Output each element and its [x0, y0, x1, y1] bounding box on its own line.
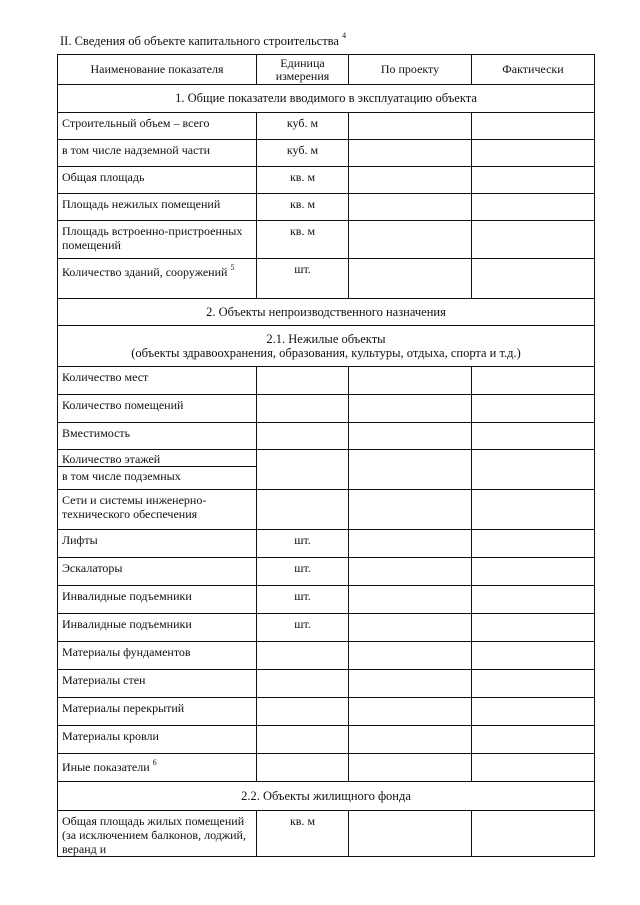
row-label: Вместимость — [58, 423, 257, 450]
table-row — [58, 614, 595, 642]
row-label: Эскалаторы — [58, 558, 257, 586]
row-unit — [257, 726, 349, 754]
column-header-unit: Единица измерения — [257, 55, 349, 85]
row-label: Материалы кровли — [58, 726, 257, 754]
table-row — [58, 698, 595, 726]
row-label-text: Иные показатели — [62, 760, 150, 774]
section-2-1-subtitle: (объекты здравоохранения, образования, культуры, отдыха, спорта и т.д.) — [131, 346, 521, 360]
section-1-title: 1. Общие показатели вводимого в эксплуатацию объекта — [58, 85, 595, 113]
project-value-cell[interactable] — [349, 423, 472, 450]
actual-value-cell[interactable] — [472, 221, 595, 259]
project-value-cell[interactable] — [349, 259, 472, 299]
actual-value-cell[interactable] — [472, 450, 595, 490]
row-label — [58, 259, 257, 299]
table-row — [58, 423, 595, 450]
project-value-cell[interactable] — [349, 167, 472, 194]
row-unit — [257, 490, 349, 530]
row-unit: шт. — [257, 530, 349, 558]
row-unit — [257, 367, 349, 395]
project-value-cell[interactable] — [349, 614, 472, 642]
column-header-project: По проекту — [349, 55, 472, 85]
project-value-cell[interactable] — [349, 642, 472, 670]
row-label-text: Количество зданий, сооружений — [62, 265, 228, 279]
project-value-cell[interactable] — [349, 140, 472, 167]
row-label-split — [58, 450, 257, 490]
section-row — [58, 85, 595, 113]
row-unit: кв. м — [257, 194, 349, 221]
row-unit — [257, 698, 349, 726]
row-label: Сети и системы инженерно-технического обеспечения — [58, 490, 257, 530]
section-row — [58, 782, 595, 811]
row-unit: куб. м — [257, 113, 349, 140]
row-unit — [257, 395, 349, 423]
actual-value-cell[interactable] — [472, 614, 595, 642]
project-value-cell[interactable] — [349, 698, 472, 726]
actual-value-cell[interactable] — [472, 259, 595, 299]
row-unit: кв. м — [257, 167, 349, 194]
table-row — [58, 670, 595, 698]
row-unit: шт. — [257, 614, 349, 642]
table-row — [58, 113, 595, 140]
row-label — [58, 754, 257, 782]
project-value-cell[interactable] — [349, 754, 472, 782]
project-value-cell[interactable] — [349, 194, 472, 221]
section-row — [58, 326, 595, 367]
row-label: Инвалидные подъемники — [58, 614, 257, 642]
row-label: Общая площадь жилых помещений (за исключением балконов, лоджий, веранд и — [58, 811, 257, 857]
section-2-2-title: 2.2. Объекты жилищного фонда — [58, 782, 595, 811]
table-row — [58, 586, 595, 614]
actual-value-cell[interactable] — [472, 754, 595, 782]
row-unit — [257, 642, 349, 670]
project-value-cell[interactable] — [349, 670, 472, 698]
row-unit: куб. м — [257, 140, 349, 167]
row-label: Материалы стен — [58, 670, 257, 698]
row-label: Количество помещений — [58, 395, 257, 423]
actual-value-cell[interactable] — [472, 642, 595, 670]
column-header-actual: Фактически — [472, 55, 595, 85]
row-unit: шт. — [257, 259, 349, 299]
row-footnote: 5 — [230, 263, 235, 272]
table-row — [58, 558, 595, 586]
row-label: Строительный объем – всего — [58, 113, 257, 140]
actual-value-cell[interactable] — [472, 167, 595, 194]
row-label: в том числе надземной части — [58, 140, 257, 167]
row-footnote: 6 — [152, 758, 157, 767]
row-unit — [257, 754, 349, 782]
actual-value-cell[interactable] — [472, 395, 595, 423]
table-row — [58, 530, 595, 558]
actual-value-cell[interactable] — [472, 423, 595, 450]
actual-value-cell[interactable] — [472, 140, 595, 167]
row-label: Лифты — [58, 530, 257, 558]
table-row — [58, 754, 595, 782]
table-row — [58, 140, 595, 167]
section-2-title: 2. Объекты непроизводственного назначения — [58, 299, 595, 326]
project-value-cell[interactable] — [349, 490, 472, 530]
row-label: Количество этажей — [58, 450, 256, 467]
actual-value-cell[interactable] — [472, 530, 595, 558]
section-row — [58, 299, 595, 326]
heading-footnote: 4 — [342, 31, 347, 40]
row-label: Количество мест — [58, 367, 257, 395]
project-value-cell[interactable] — [349, 586, 472, 614]
row-unit — [257, 450, 349, 490]
project-value-cell[interactable] — [349, 367, 472, 395]
row-unit: кв. м — [257, 811, 349, 857]
row-unit — [257, 423, 349, 450]
actual-value-cell[interactable] — [472, 558, 595, 586]
row-label: Инвалидные подъемники — [58, 586, 257, 614]
section-2-1-title: 2.1. Нежилые объекты — [266, 332, 386, 346]
actual-value-cell[interactable] — [472, 586, 595, 614]
page-heading — [60, 30, 346, 49]
project-value-cell[interactable] — [349, 811, 472, 857]
row-label: Площадь встроенно-пристроенных помещений — [58, 221, 257, 259]
row-unit: шт. — [257, 558, 349, 586]
table-row — [58, 167, 595, 194]
row-unit: шт. — [257, 586, 349, 614]
row-unit — [257, 670, 349, 698]
column-header-name: Наименование показателя — [58, 55, 257, 85]
row-label: Площадь нежилых помещений — [58, 194, 257, 221]
row-sublabel: в том числе подземных — [62, 469, 181, 483]
actual-value-cell[interactable] — [472, 490, 595, 530]
actual-value-cell[interactable] — [472, 698, 595, 726]
actual-value-cell[interactable] — [472, 113, 595, 140]
table-row — [58, 642, 595, 670]
table-row — [58, 194, 595, 221]
table-row — [58, 367, 595, 395]
capital-construction-table — [57, 54, 595, 857]
table-row — [58, 450, 595, 490]
table-header-row — [58, 55, 595, 85]
actual-value-cell[interactable] — [472, 811, 595, 857]
table-row — [58, 221, 595, 259]
actual-value-cell[interactable] — [472, 367, 595, 395]
table-row — [58, 490, 595, 530]
table-row — [58, 726, 595, 754]
row-label: Материалы перекрытий — [58, 698, 257, 726]
actual-value-cell[interactable] — [472, 670, 595, 698]
row-unit: кв. м — [257, 221, 349, 259]
row-label: Материалы фундаментов — [58, 642, 257, 670]
heading-text: II. Сведения об объекте капитального строительства — [60, 34, 339, 49]
project-value-cell[interactable] — [349, 395, 472, 423]
table-row — [58, 811, 595, 857]
actual-value-cell[interactable] — [472, 194, 595, 221]
table-row — [58, 259, 595, 299]
section-2-1-header — [58, 326, 595, 367]
project-value-cell[interactable] — [349, 113, 472, 140]
table-row — [58, 395, 595, 423]
actual-value-cell[interactable] — [472, 726, 595, 754]
row-label: Общая площадь — [58, 167, 257, 194]
project-value-cell[interactable] — [349, 450, 472, 490]
project-value-cell[interactable] — [349, 726, 472, 754]
project-value-cell[interactable] — [349, 530, 472, 558]
project-value-cell[interactable] — [349, 558, 472, 586]
project-value-cell[interactable] — [349, 221, 472, 259]
